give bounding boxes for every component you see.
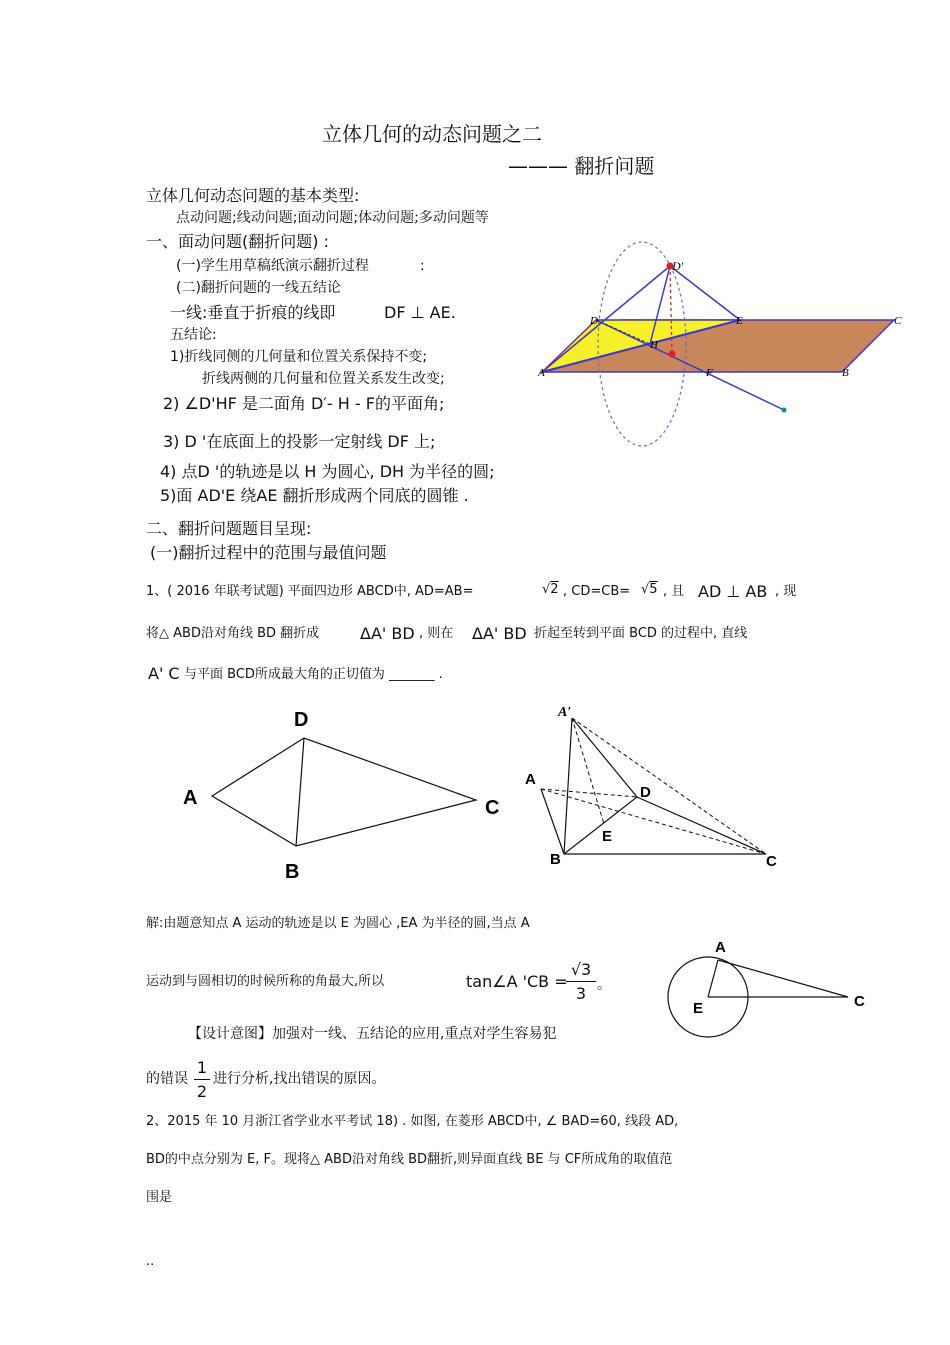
sub-heading-1: (一)学生用草稿纸演示翻折过程 <box>176 258 369 274</box>
footer-dots: .. <box>146 1254 155 1269</box>
edge-dprime-e <box>670 266 740 320</box>
edge-aprime-d <box>572 718 637 797</box>
diagonal-bd <box>296 738 304 846</box>
circle-label-c: C <box>854 993 865 1010</box>
label-d: D <box>590 315 598 327</box>
section1-heading: 一、面动问题(翻折问题) : <box>146 232 329 251</box>
half-numerator: 1 <box>194 1058 210 1080</box>
conclusion-1a: 1)折线同侧的几何量和位置关系保持不变; <box>170 349 428 365</box>
one-line-label: 一线:垂直于折痕的线即 <box>170 303 336 322</box>
sqrt2-expression: √2 <box>542 582 559 597</box>
half-fraction <box>194 1058 210 1101</box>
edge-a-c <box>541 789 766 854</box>
edge-b-d <box>564 797 637 854</box>
quadrilateral-figure <box>176 700 516 890</box>
point-end <box>782 408 787 413</box>
label-c: C <box>894 315 902 327</box>
circle-label-e: E <box>693 1000 704 1017</box>
sub-heading-1-colon: : <box>420 258 425 274</box>
problem1-line1-b: , CD=CB= <box>563 584 631 599</box>
circle-figure <box>660 935 875 1045</box>
label-h: H <box>650 339 658 351</box>
problem1-line1-c: , 且 <box>663 584 685 599</box>
tan-denominator: 3 <box>575 984 587 1003</box>
conclusion-5: 5)面 AD'E 绕AE 翻折形成两个同底的圆锥 . <box>160 486 469 505</box>
folded-label-d: D <box>640 784 651 801</box>
basic-types-list: 点动问题;线动问题;面动问题;体动问题;多动问题等 <box>176 210 489 226</box>
folded-figure <box>520 700 790 875</box>
basic-types-heading: 立体几何动态问题的基本类型: <box>146 186 360 205</box>
error-text-b: 进行分析,找出错误的原因。 <box>213 1071 386 1087</box>
half-denominator: 2 <box>196 1082 208 1101</box>
solution-line2: 运动到与圆相切的时候所称的角最大,所以 <box>146 974 385 989</box>
folded-label-b: B <box>550 851 561 868</box>
circle-label-a: A <box>715 939 726 956</box>
folded-label-aprime: A′ <box>558 705 572 720</box>
label-e: E <box>736 315 743 327</box>
edge-aprime-e <box>572 718 604 824</box>
problem1-line2-b: , 则在 <box>419 626 454 641</box>
folding-figure <box>530 236 910 450</box>
design-intent: 【设计意图】加强对一线、五结论的应用,重点对学生容易犯 <box>188 1026 557 1042</box>
label-dprime: D′ <box>672 259 684 273</box>
tan-numerator: √3 <box>566 960 596 982</box>
quad-label-a: A <box>183 787 198 809</box>
solution-line1: 解:由题意知点 A 运动的轨迹是以 E 为圆心 ,EA 为半径的圆,当点 A <box>146 916 530 931</box>
problem1-line2-c: 折起至转到平面 BCD 的过程中, 直线 <box>534 626 748 641</box>
triangle-formula-2: ΔA' BD <box>472 624 527 643</box>
line-ac-formula: A' C <box>148 664 180 683</box>
problem2-line2: BD的中点分别为 E, F。现将△ ABD沿对角线 BD翻折,则异面直线 BE 与 CF所成角的取值范 <box>146 1152 673 1167</box>
point-projection <box>669 351 676 358</box>
perp-formula: AD ⊥ AB <box>698 582 768 601</box>
label-f: F <box>706 367 713 379</box>
quadrilateral-abcd <box>212 738 476 846</box>
edge-d-c <box>637 797 766 854</box>
quad-label-c: C <box>485 797 500 819</box>
conclusion-2: 2) ∠D'HF 是二面角 D′- H - F的平面角; <box>163 394 445 413</box>
folded-label-e: E <box>602 828 613 845</box>
edge-a-b <box>541 789 564 854</box>
tan-formula: tan∠A 'CB = <box>466 972 568 991</box>
problem1-line1-a: 1、( 2016 年联考试题) 平面四边形 ABCD中, AD=AB= <box>146 584 474 599</box>
sub-heading-2: (二)翻折问题的一线五结论 <box>176 280 341 296</box>
segment-ac <box>718 960 848 997</box>
five-conclusions-label: 五结论: <box>170 327 217 343</box>
page-title: 立体几何的动态问题之二 <box>322 122 542 146</box>
segment-ea <box>708 960 718 997</box>
tan-fraction <box>566 960 596 1003</box>
section2-subheading: (一)翻折过程中的范围与最值问题 <box>150 543 387 562</box>
problem1-line1-d: , 现 <box>775 584 797 599</box>
conclusion-3: 3) D '在底面上的投影一定射线 DF 上; <box>163 432 436 451</box>
tan-end: 。 <box>597 977 611 993</box>
problem1-line3: 与平面 BCD所成最大角的正切值为 _______ . <box>184 667 443 682</box>
conclusion-1b: 折线两侧的几何量和位置关系发生改变; <box>202 371 445 387</box>
quad-label-d: D <box>294 709 309 731</box>
folded-label-a: A <box>525 771 536 788</box>
page-subtitle: ——— 翻折问题 <box>508 154 655 178</box>
error-text-a: 的错误 <box>146 1071 188 1087</box>
folded-label-c: C <box>766 853 777 870</box>
edge-aprime-b <box>564 718 572 854</box>
label-a: A <box>538 367 545 379</box>
conclusion-4: 4) 点D '的轨迹是以 H 为圆心, DH 为半径的圆; <box>160 462 495 481</box>
problem2-line3: 围是 <box>146 1190 173 1205</box>
problem2-line1: 2、2015 年 10 月浙江省学业水平考试 18) . 如图, 在菱形 ABCD中, ∠ BAD=60, 线段 AD, <box>146 1114 679 1129</box>
sqrt5-expression: √5 <box>641 582 658 597</box>
one-line-formula: DF ⊥ AE. <box>384 303 456 322</box>
problem1-line2-a: 将△ ABD沿对角线 BD 翻折成 <box>146 626 320 641</box>
quad-label-b: B <box>285 861 300 883</box>
section2-heading: 二、翻折问题题目呈现: <box>146 519 312 538</box>
triangle-formula-1: ΔA' BD <box>360 624 415 643</box>
label-b: B <box>842 367 849 379</box>
